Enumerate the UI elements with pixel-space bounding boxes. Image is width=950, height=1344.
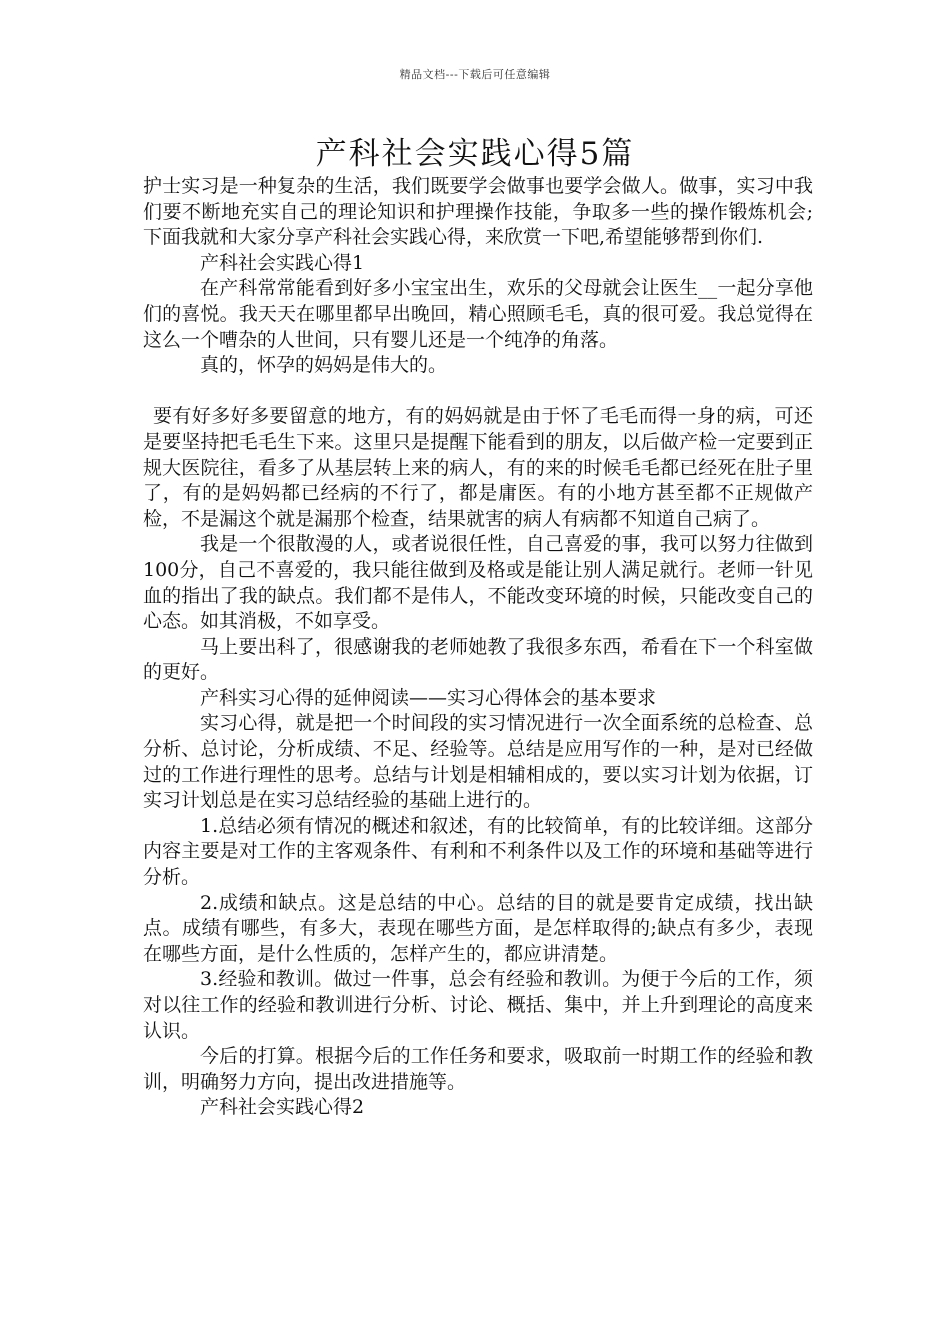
body-paragraph: 要有好多好多要留意的地方，有的妈妈就是由于怀了毛毛而得一身的病，可还是要坚持把毛毛生下来。这里只是提醒下能看到的朋友，以后做产检一定要到正规大医院往，看多了从基层转上来的病人，有的来的时候毛毛都已经死在肚子里了，有的是妈妈都已经病的不行了，都是庸医。有的小地方甚至都不正规做产检，不是漏这个就是漏那个检查，结果就害的病人有病都不知道自己病了。: [143, 405, 813, 530]
body-paragraph: 马上要出科了，很感谢我的老师她教了我很多东西，希看在下一个科室做的更好。: [143, 635, 813, 684]
list-item: 3.经验和教训。做过一件事，总会有经验和教训。为便于今后的工作，须对以往工作的经验和教训进行分析、讨论、概括、集中，并上升到理论的高度来认识。: [143, 968, 813, 1042]
body-paragraph: 今后的打算。根据今后的工作任务和要求，吸取前一时期工作的经验和教训，明确努力方向，提出改进措施等。: [143, 1045, 813, 1093]
intro-paragraph: 护士实习是一种复杂的生活，我们既要学会做事也要学会做人。做事，实习中我们要不断地充实自己的理论知识和护理操作技能，争取多一些的操作锻炼机会;下面我就和大家分享产科社会实践心得，来欣赏一下吧,希望能够帮到你们.: [143, 175, 813, 249]
section-heading: 产科实习心得的延伸阅读——实习心得体会的基本要求: [200, 686, 657, 709]
body-paragraph: 真的，怀孕的妈妈是伟大的。: [200, 354, 448, 377]
body-paragraph: 我是一个很散漫的人，或者说很任性，自己喜爱的事，我可以努力往做到100分，自己不喜爱的，我只能往做到及格或是能让别人满足就行。老师一针见血的指出了我的缺点。我们都不是伟人，不能改变环境的时候，只能改变自己的心态。如其消极，不如享受。: [143, 533, 813, 633]
body-paragraph: 在产科常常能看到好多小宝宝出生，欢乐的父母就会让医生__一起分享他们的喜悦。我天天在哪里都早出晚回，精心照顾毛毛，真的很可爱。我总觉得在这么一个嘈杂的人世间，只有婴儿还是一个纯净的角落。: [143, 277, 813, 351]
page-header: 精品文档---下载后可任意编辑: [399, 68, 551, 81]
document-body: [143, 174, 813, 1121]
list-item: 2.成绩和缺点。这是总结的中心。总结的目的就是要肯定成绩，找出缺点。成绩有哪些，有多大，表现在哪些方面，是怎样取得的;缺点有多少，表现在哪些方面，是什么性质的，怎样产生的，都应讲清楚。: [143, 891, 813, 965]
section-heading: 产科社会实践心得2: [200, 1096, 365, 1119]
body-paragraph: 实习心得，就是把一个时间段的实习情况进行一次全面系统的总检查、总分析、总讨论，分析成绩、不足、经验等。总结是应用写作的一种，是对已经做过的工作进行理性的思考。总结与计划是相辅相成的，要以实习计划为依据，订实习计划总是在实习总结经验的基础上进行的。: [143, 712, 813, 812]
document-title: 产科社会实践心得5篇: [315, 136, 635, 172]
blank-line: [143, 379, 813, 405]
list-item: 1.总结必须有情况的概述和叙述，有的比较简单，有的比较详细。这部分内容主要是对工作的主客观条件、有利和不利条件以及工作的环境和基础等进行分析。: [143, 814, 813, 889]
section-heading: 产科社会实践心得1: [200, 251, 365, 274]
